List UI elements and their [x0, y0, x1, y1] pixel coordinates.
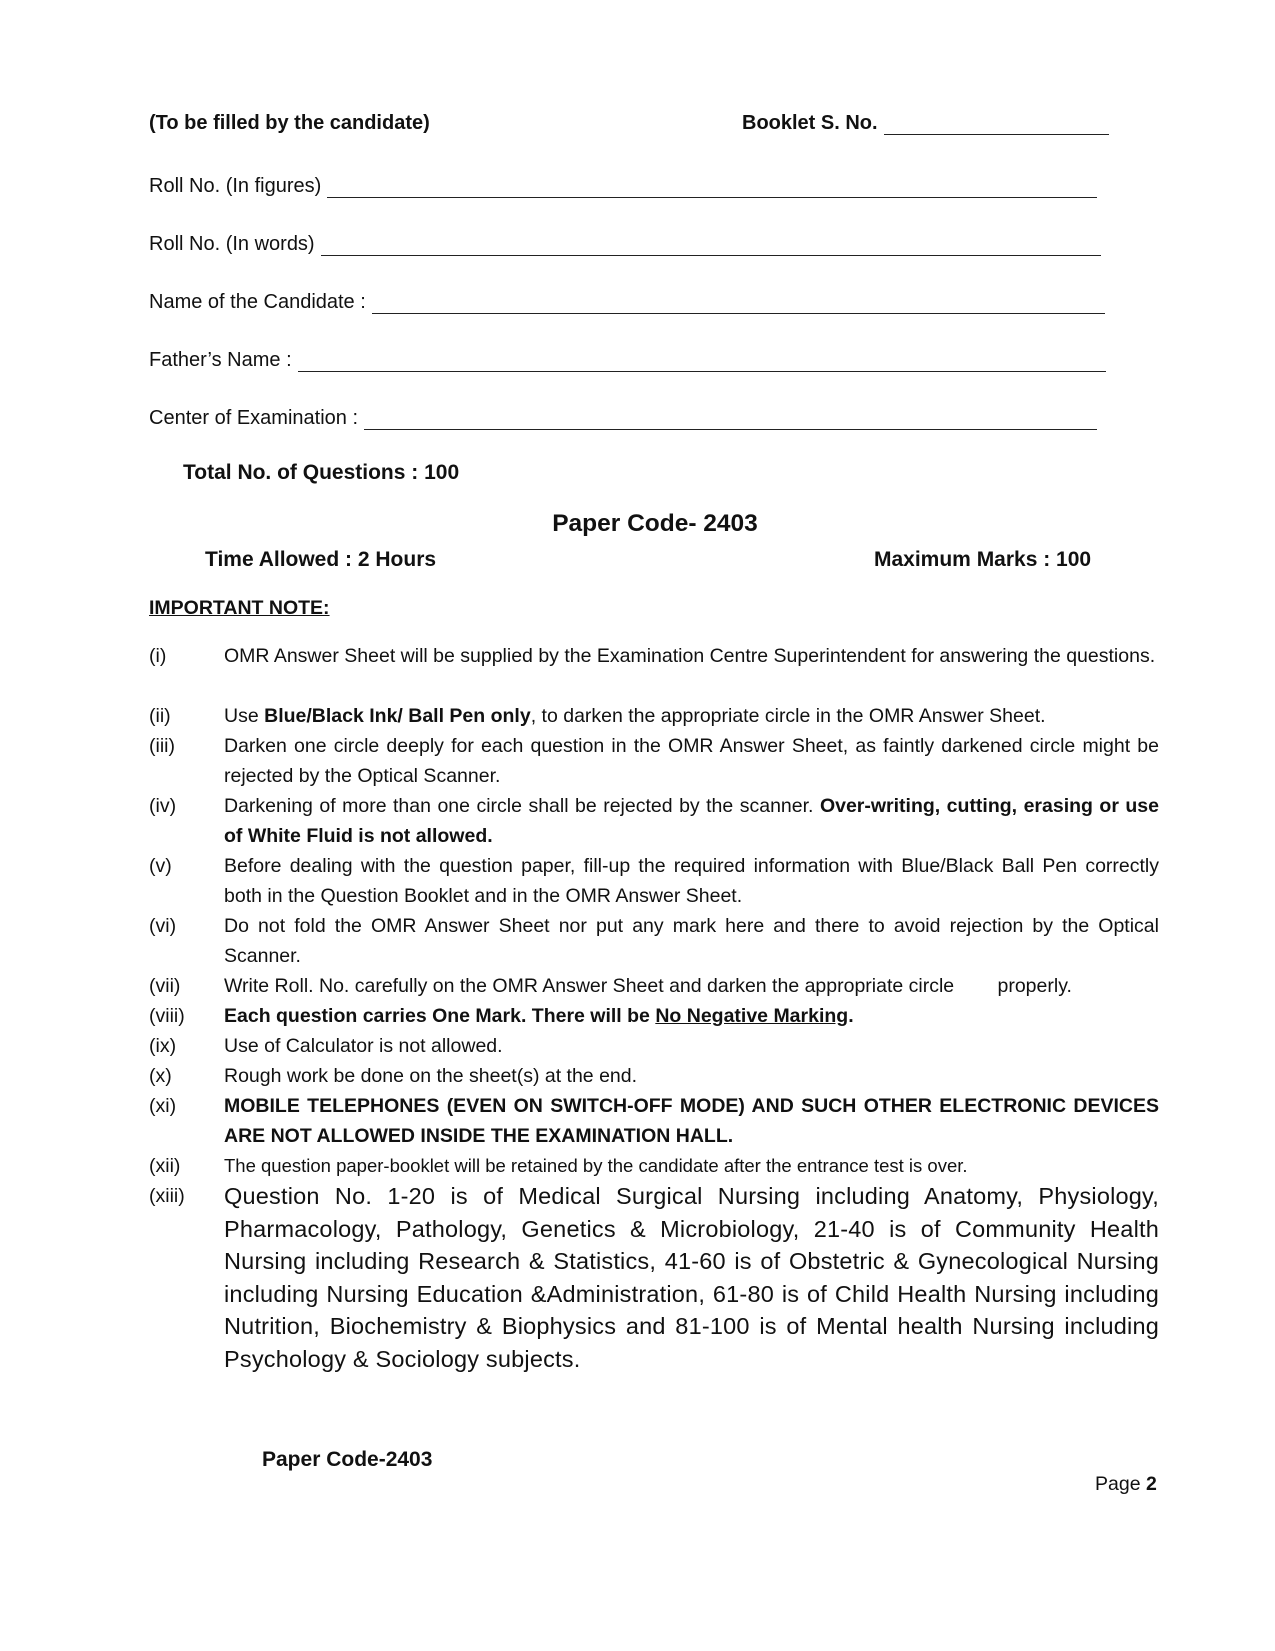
roll-no-words-label: Roll No. (In words)	[149, 233, 315, 255]
page-number: 2	[1145, 1473, 1157, 1495]
note-segment: No Negative Marking	[655, 1005, 849, 1027]
roll-no-figures-field	[149, 170, 1097, 198]
footer-paper-code: Paper Code-2403	[262, 1448, 433, 1471]
note-segment: Darken one circle deeply for each question in the OMR Answer Sheet, as faintly darkened circle might be rejected by the Optical Scanner.	[224, 735, 1159, 787]
note-number: (iii)	[149, 735, 175, 757]
note-text	[224, 1031, 1159, 1061]
total-questions: Total No. of Questions : 100	[183, 461, 460, 484]
time-allowed: Time Allowed : 2 Hours	[205, 548, 437, 571]
note-number: (vii)	[149, 975, 181, 997]
note-number: (xi)	[149, 1095, 177, 1117]
note-text	[224, 1091, 1159, 1151]
note-number: (xii)	[149, 1155, 181, 1177]
note-number: (ix)	[149, 1035, 177, 1057]
roll-no-figures-blank[interactable]	[327, 177, 1097, 198]
father-name-label: Father’s Name :	[149, 349, 292, 371]
note-number: (viii)	[149, 1005, 185, 1027]
note-item	[149, 911, 1159, 971]
note-text	[224, 1001, 1159, 1031]
note-text	[224, 971, 1159, 1001]
note-segment: Blue/Black Ink/ Ball Pen only	[264, 705, 531, 727]
page-label: Page	[1095, 1473, 1141, 1495]
note-text	[224, 1151, 1159, 1181]
note-number: (iv)	[149, 795, 177, 817]
note-item	[149, 1151, 1159, 1181]
note-segment: , to darken the appropriate circle in the OMR Answer Sheet.	[530, 705, 1046, 727]
note-segment: Use	[224, 705, 265, 727]
note-segment: OMR Answer Sheet will be supplied by the Examination Centre Superintendent for answering the questions.	[224, 645, 1156, 667]
note-segment: Over-writing, cutting, erasing or use of White Fluid is not allowed.	[224, 795, 1159, 847]
candidate-name-field	[149, 286, 1105, 314]
paper-code-heading: Paper Code- 2403	[552, 510, 758, 537]
note-segment: Write Roll. No. carefully on the OMR Answer Sheet and darken the appropriate circle properly.	[224, 975, 1072, 997]
booklet-serial-field	[742, 112, 1109, 135]
booklet-serial-blank[interactable]	[884, 112, 1109, 135]
note-item	[149, 1001, 1159, 1031]
page-indicator	[1095, 1473, 1157, 1496]
exam-center-blank[interactable]	[364, 409, 1097, 430]
note-text	[224, 791, 1159, 851]
maximum-marks: Maximum Marks : 100	[874, 548, 1092, 571]
note-text	[224, 1180, 1159, 1375]
note-text	[224, 641, 1159, 671]
roll-no-figures-label: Roll No. (In figures)	[149, 175, 322, 197]
note-number: (v)	[149, 855, 172, 877]
candidate-name-blank[interactable]	[372, 293, 1105, 314]
note-number: (ii)	[149, 705, 171, 727]
note-number: (i)	[149, 645, 167, 667]
note-segment: Before dealing with the question paper, fill-up the required information with Blue/Black Ball Pen correctly both in the Question Booklet and in the OMR Answer Sheet.	[224, 855, 1159, 907]
note-item	[149, 731, 1159, 791]
exam-center-label: Center of Examination :	[149, 407, 358, 429]
father-name-field	[149, 344, 1106, 372]
booklet-serial-label: Booklet S. No.	[742, 112, 878, 134]
note-item	[149, 851, 1159, 911]
roll-no-words-blank[interactable]	[321, 235, 1101, 256]
note-item	[149, 641, 1159, 671]
fill-instruction: (To be filled by the candidate)	[149, 112, 430, 134]
important-note-heading: IMPORTANT NOTE:	[149, 597, 330, 619]
note-segment: The question paper-booklet will be retained by the candidate after the entrance test is over.	[224, 1155, 968, 1176]
note-number: (x)	[149, 1065, 172, 1087]
note-segment: Do not fold the OMR Answer Sheet nor put any mark here and there to avoid rejection by the Optical Scanner.	[224, 915, 1159, 967]
note-text	[224, 701, 1159, 731]
note-segment: Each question carries One Mark. There will be	[224, 1005, 656, 1027]
note-segment: Use of Calculator is not allowed.	[224, 1035, 503, 1057]
note-number: (vi)	[149, 915, 177, 937]
note-item	[149, 971, 1159, 1001]
note-item	[149, 791, 1159, 851]
note-number: (xiii)	[149, 1185, 185, 1207]
note-segment: Darkening of more than one circle shall be rejected by the scanner.	[224, 795, 820, 817]
candidate-name-label: Name of the Candidate :	[149, 291, 366, 313]
note-item	[149, 1031, 1159, 1061]
note-item	[149, 1061, 1159, 1091]
note-text	[224, 911, 1159, 971]
roll-no-words-field	[149, 228, 1101, 256]
note-segment: MOBILE TELEPHONES (EVEN ON SWITCH-OFF MODE) AND SUCH OTHER ELECTRONIC DEVICES ARE NOT ALLOWED INSIDE THE EXAMINATION HALL.	[224, 1095, 1159, 1147]
exam-center-field	[149, 402, 1097, 430]
note-text	[224, 1061, 1159, 1091]
father-name-blank[interactable]	[298, 351, 1106, 372]
note-text	[224, 731, 1159, 791]
note-segment: .	[848, 1005, 854, 1027]
note-item	[149, 1180, 1159, 1375]
note-text	[224, 851, 1159, 911]
note-item	[149, 701, 1159, 731]
note-segment: Rough work be done on the sheet(s) at the end.	[224, 1065, 638, 1087]
note-segment: Question No. 1-20 is of Medical Surgical Nursing including Anatomy, Physiology, Pharmacology, Pathology, Genetics & Microbiology, 21-40 is of Community Health Nursing including Research & Statistics, 41-60 is of Obstetric & Gynecological Nursing including Nursing Education &Administration, 61-80 is of Child Health Nursing including Nutrition, Biochemistry & Biophysics and 81-100 is of Mental health Nursing including Psychology & Sociology subjects.	[224, 1183, 1159, 1372]
note-item	[149, 1091, 1159, 1151]
